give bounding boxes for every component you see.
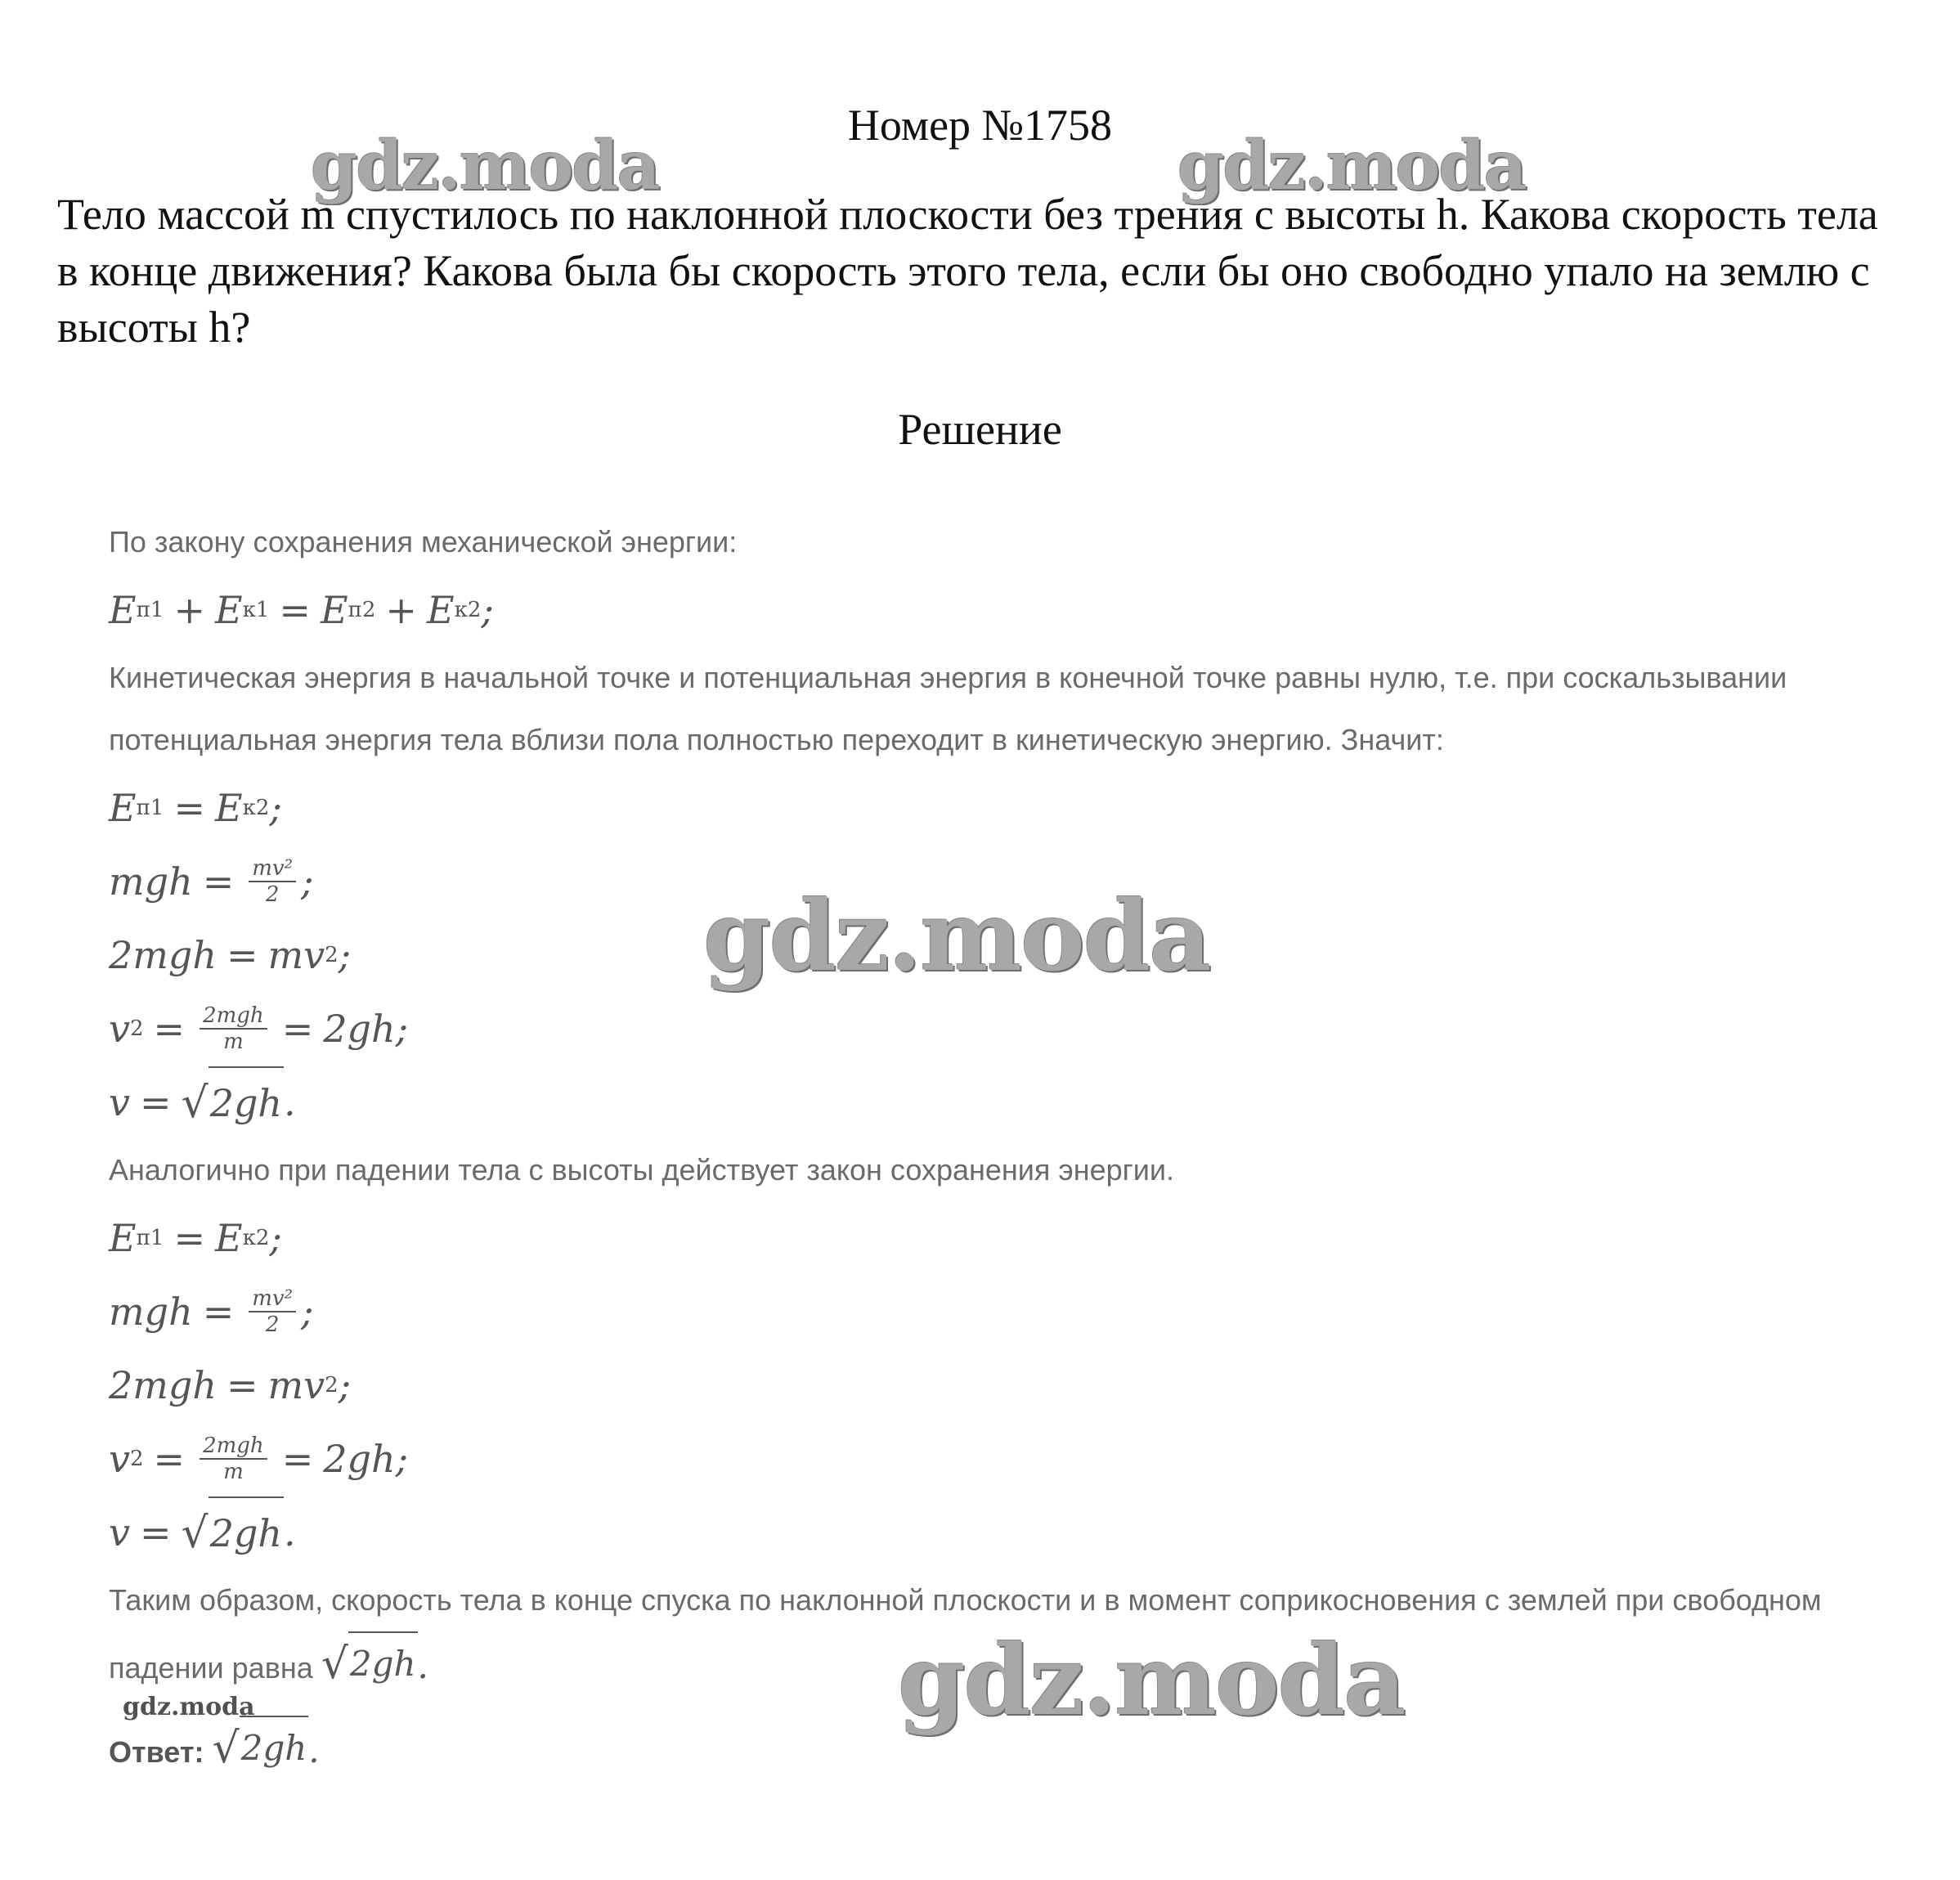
- problem-statement: Тело массой m спустилось по наклонной плоскости без трения с высоты h. Какова скорость тела в конце движения? Какова была бы скорость этого тела, если бы оно свободно упало на землю с высоты h?: [57, 190, 1878, 352]
- equation: 2mgh = mv 2 ;: [109, 933, 352, 977]
- answer-label: Ответ:: [109, 1735, 204, 1769]
- solution-paragraph: Аналогично при падении тела с высоты действует закон сохранения энергии.: [109, 1153, 1175, 1187]
- equation: E п1 = E к2 ;: [109, 1216, 282, 1260]
- watermark-logo: gdz.moda: [898, 1623, 1405, 1737]
- page-title: Номер №1758: [847, 101, 1113, 150]
- equation: E п1 = E к2 ;: [109, 786, 282, 830]
- equation: 2mgh = mv 2 ;: [109, 1363, 352, 1407]
- solution-paragraph: Кинетическая энергия в начальной точке и потенциальная энергия в конечной точке равны нулю, т.е. при соскальзывании потенциальная энергия тела вблизи пола полностью переходит в кинетическую энергию. Значит:: [109, 661, 1787, 756]
- equation: mgh = $\frac{\text{mv²}}{2}$ ;: [109, 1286, 314, 1337]
- watermark-small: gdz.moda: [123, 1693, 255, 1721]
- solution-body: [109, 511, 1908, 1784]
- conclusion-text: Таким образом, скорость тела в конце спуска по наклонной плоскости и в момент соприкосновения с землей при свободном падении равна: [109, 1583, 1822, 1685]
- equation: v = √ 2gh .: [109, 1496, 1908, 1569]
- watermark-logo: gdz.moda: [311, 127, 659, 205]
- equation: mgh = $\frac{\text{mv²}}{2}$ ;: [109, 856, 314, 907]
- equation: v = √ 2gh .: [109, 1066, 1908, 1139]
- equation: v 2 = $\frac{\text{2mgh}}{m}$ = 2gh;: [109, 1434, 409, 1484]
- equation: v 2 = $\frac{\text{2mgh}}{m}$ = 2gh;: [109, 1003, 409, 1054]
- solution-paragraph: По закону сохранения механической энергии:: [109, 525, 738, 559]
- equation-energy-conservation: E п1 + E к1 = E п2 + E к2 ;: [109, 588, 494, 632]
- conclusion-formula: √ 2gh .: [321, 1646, 428, 1686]
- watermark-logo: gdz.moda: [1177, 127, 1526, 205]
- solution-heading: Решение: [898, 405, 1062, 454]
- watermark-logo: gdz.moda: [703, 879, 1210, 993]
- answer-formula: √ 2gh .: [212, 1730, 319, 1770]
